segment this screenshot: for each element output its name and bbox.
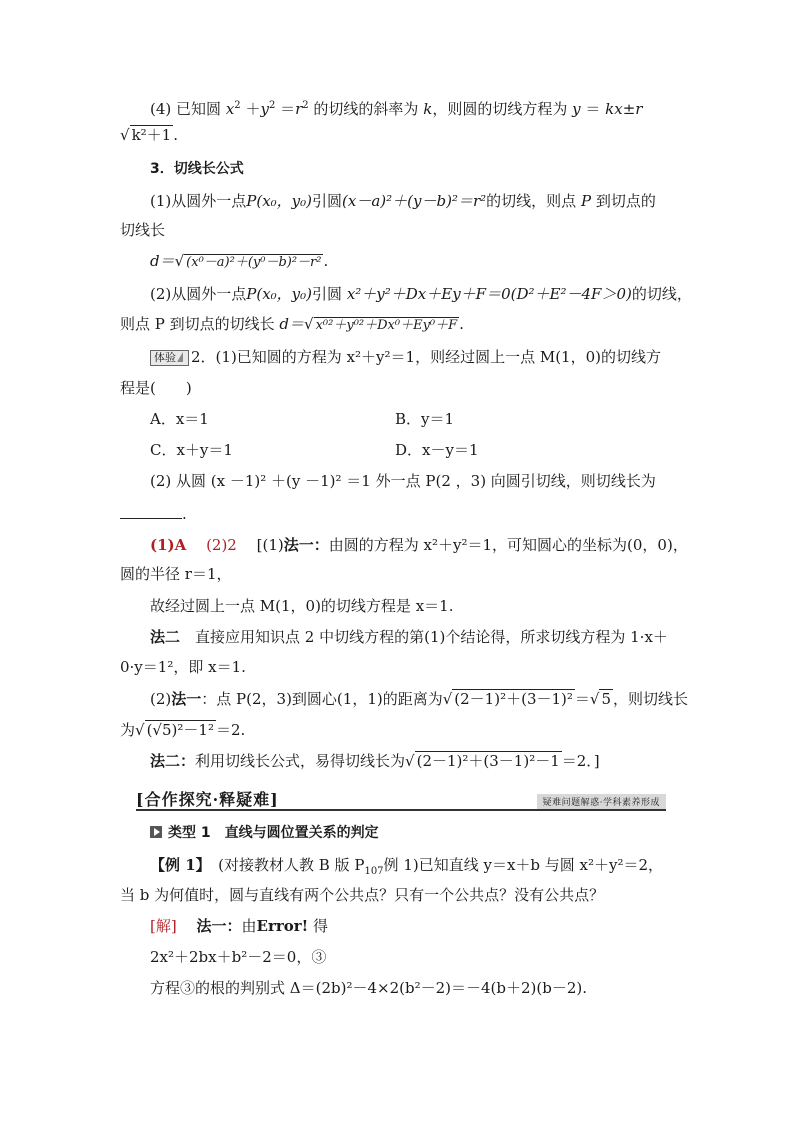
type1-heading [150, 822, 379, 844]
formula1-mid: 引圆 [312, 192, 343, 210]
tiyan-num: 2． [191, 348, 216, 366]
solution-error: Error! [256, 917, 309, 935]
tiyan-tag [150, 350, 189, 366]
tiyan-line1 [150, 346, 661, 368]
example1-text: (对接教材人教 B 版 P [203, 856, 365, 874]
sqrt-sign: √ [589, 690, 600, 708]
section-title: [合作探究·释疑难] [136, 790, 279, 809]
answer-text-5: 0·y＝1²，即 x＝1. [120, 658, 246, 676]
answer-text-8b: ＝2．] [561, 752, 600, 770]
item4-end: . [173, 126, 178, 144]
item4-k: k [423, 100, 433, 118]
tiyan-q2-line2 [120, 503, 187, 525]
item4-sqrt-k: k²＋1 [131, 126, 172, 144]
solution-text-1: 由 [241, 917, 257, 935]
sqrt-sign: √ [442, 690, 453, 708]
item4-eq: ＝ [585, 100, 601, 118]
answer-line4 [150, 626, 668, 648]
item4-text-b: 的切线的斜率为 [313, 100, 419, 118]
method-2b-label: 法二： [150, 752, 196, 770]
answer-text-6c: ，则切线长 [613, 690, 689, 708]
formula1-tail2: 到切点的 [595, 192, 656, 210]
formula2-end: . [459, 315, 464, 333]
method-1-label: 法一： [283, 536, 329, 554]
sqrt-sign: √ [120, 126, 130, 144]
sqrt-sign: √ [405, 752, 415, 770]
formula1-circle: (x－a)²＋(y－b)²＝r² [342, 192, 487, 210]
formula2-sqrt: x⁰²＋y⁰²＋Dx⁰＋Ey⁰＋F [315, 318, 458, 333]
example1-text2: 例 1)已知直线 y＝x＋b 与圆 x²＋y²＝2， [383, 856, 664, 874]
formula2-line2 [120, 313, 464, 337]
tag-corner-icon [177, 352, 183, 362]
formula1-label: (1)从圆外一点 [150, 192, 247, 210]
formula1-tail: 的切线，则点 [486, 192, 577, 210]
example1-line1 [150, 854, 663, 876]
type1-title: 类型 1 直线与圆位置关系的判定 [168, 825, 379, 841]
item4-circle-eq: $x^2 +y^2 =r^2$ [225, 100, 309, 118]
section-bar [136, 785, 666, 811]
formula2-mid: 引圆 [312, 285, 343, 303]
answer-line6 [150, 688, 688, 710]
tiyan-tag-text: 体验 [154, 351, 176, 364]
answer-sqrt-2: (√5)²－1² [146, 721, 214, 739]
solution-line1 [150, 915, 328, 937]
section3-title: 3．切线长公式 [150, 161, 244, 177]
solution-tag: [解] [150, 917, 177, 935]
formula2-tail: 的切线， [631, 285, 692, 303]
formula1-point: P(x₀，y₀) [246, 192, 313, 210]
item4-text-c: ，则圆的切线方程为 [432, 100, 568, 118]
formula2-line1 [150, 283, 692, 305]
answer-1: (1)A [150, 536, 187, 554]
tiyan-q1b: 程是( ) [120, 379, 192, 397]
answer-text-2: 圆的半径 r＝1， [120, 565, 232, 583]
answer-text-7a: 为 [120, 721, 136, 739]
tiyan-opt-d: D．x－y＝1 [395, 441, 479, 459]
answer-line1 [150, 534, 688, 556]
answer-text-4: 直接应用知识点 2 中切线方程的第(1)个结论得，所求切线方程为 1·x＋ [195, 628, 668, 646]
answer-line7 [120, 719, 245, 741]
tiyan-opt-a: A．x＝1 [150, 410, 209, 428]
method-2-label: 法二 [150, 628, 181, 646]
answer-sqrt-5: 5 [601, 690, 612, 708]
formula1-d: d＝ [150, 252, 175, 270]
formula1-line2: 切线长 [120, 221, 166, 239]
answer-sqrt-3: (2－1)²＋(3－1)²－1 [416, 752, 560, 770]
answer-text-7b: ＝2. [215, 721, 246, 739]
item4-line [150, 98, 642, 120]
solution-eq3: 2x²＋2bx＋b²－2＝0，③ [150, 948, 327, 966]
section-divider [136, 809, 666, 811]
tiyan-q1: (1)已知圆的方程为 x²＋y²＝1，则经过圆上一点 M(1，0)的切线方 [215, 348, 661, 366]
formula2-label: (2)从圆外一点 [150, 285, 247, 303]
item4-rhs: kx±r [605, 100, 643, 118]
tiyan-q2: (2) 从圆 (x －1)² ＋(y －1)² ＝1 外一点 P(2 ，3) 向圆引切线，则切线长为 [150, 472, 656, 490]
sqrt-sign: √ [135, 721, 145, 739]
formula2-d: d＝ [279, 315, 305, 333]
answer-blank [120, 504, 182, 519]
answer-text-8a: 利用切线长公式，易得切线长为 [195, 752, 406, 770]
tiyan-q2-end: . [182, 505, 187, 523]
item4-label: (4) [150, 100, 172, 118]
example1-tag: 【例 1】 [150, 856, 204, 874]
tiyan-opt-b: B．y＝1 [395, 410, 455, 428]
answer-sqrt-1: (2－1)²＋(3－1)² [454, 690, 573, 708]
item4-lhs: y [572, 100, 581, 118]
solution-disc: 方程③的根的判别式 Δ＝(2b)²－4×2(b²－2)＝－4(b＋2)(b－2). [150, 979, 587, 997]
item4-text-a: 已知圆 [176, 100, 222, 118]
formula2-text: 则点 P 到切点的切线长 [120, 315, 275, 333]
formula1-sqrt: (x⁰－a)²＋(y⁰－b)²－r² [186, 255, 322, 270]
formula1-p: P [580, 192, 592, 210]
example1-page: 107 [364, 866, 384, 877]
sqrt-sign: √ [174, 252, 185, 270]
answer-part2: (2) [150, 690, 172, 708]
answer-text-3: 故经过圆上一点 M(1，0)的切线方程是 x＝1. [150, 597, 454, 615]
answer-text-6b: ＝ [574, 690, 590, 708]
formula2-circle: x²＋y²＋Dx＋Ey＋F＝0 [346, 285, 511, 303]
answer-open: [(1) [256, 536, 284, 554]
play-icon [150, 826, 162, 838]
formula1-end: . [323, 252, 329, 270]
answer-text-1: 由圆的方程为 x²＋y²＝1，可知圆心的坐标为(0，0)， [328, 536, 688, 554]
solution-text-2: 得 [308, 917, 329, 935]
example1-line2: 当 b 为何值时，圆与直线有两个公共点？只有一个公共点？没有公共点？ [120, 886, 605, 904]
item4-line2 [120, 124, 178, 146]
answer-2: (2)2 [206, 536, 237, 554]
formula2-point: P(x₀，y₀) [246, 285, 313, 303]
tiyan-opt-c: C．x＋y＝1 [150, 441, 233, 459]
formula2-cond: (D²＋E²－4F＞0) [510, 285, 632, 303]
section-subtitle: 疑难问题解惑·学科素养形成 [537, 794, 666, 809]
method-1b-label: 法一 [171, 690, 202, 708]
answer-text-6a: ：点 P(2，3)到圆心(1，1)的距离为 [201, 690, 443, 708]
sqrt-sign: √ [304, 315, 314, 333]
formula1-line3 [150, 250, 328, 274]
solution-method-1: 法一： [196, 917, 242, 935]
answer-line8 [150, 750, 600, 772]
formula1-line1 [150, 190, 656, 212]
